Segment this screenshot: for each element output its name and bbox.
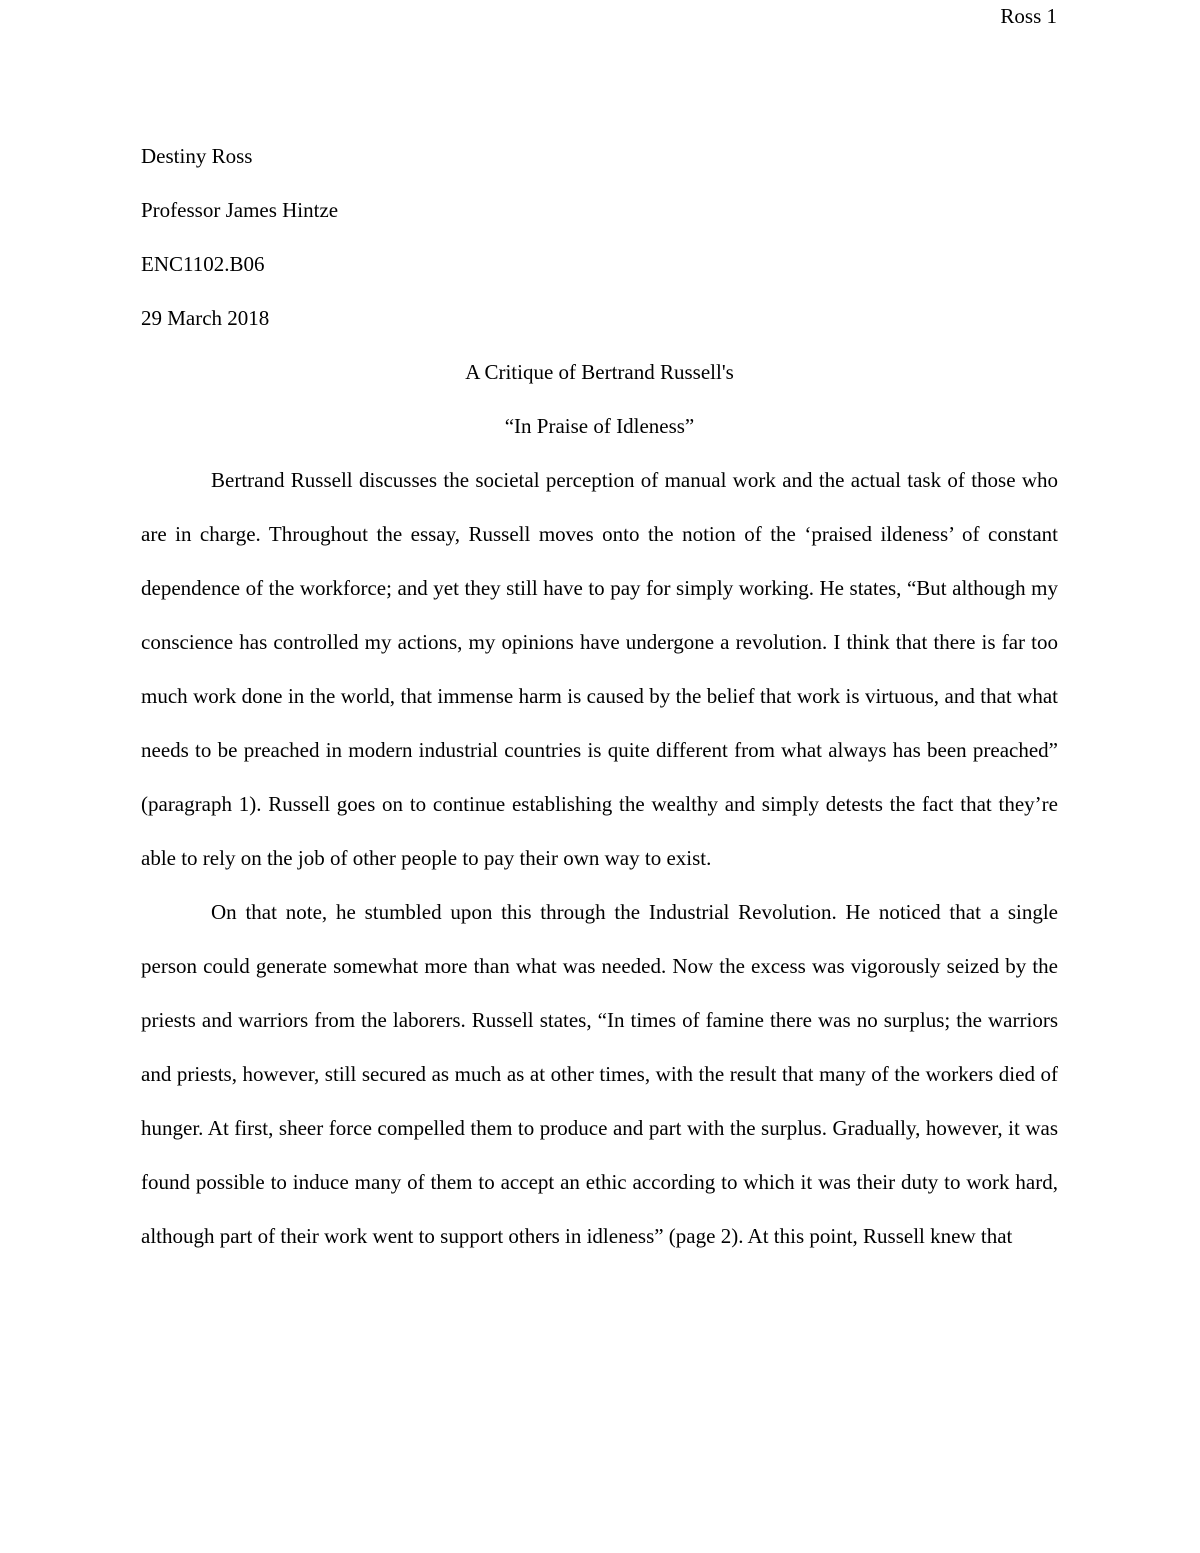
running-head: Ross 1: [1000, 4, 1057, 28]
essay-title-line-1: A Critique of Bertrand Russell's: [465, 360, 734, 384]
professor-name: Professor James Hintze: [141, 198, 339, 222]
essay-date: 29 March 2018: [141, 306, 270, 330]
essay-body: [141, 129, 1058, 1263]
paragraph-2: On that note, he stumbled upon this through the Industrial Revolution. He noticed that a single person could generate somewhat more than what was needed. Now the excess was vigorously seized by the priests and warriors from the laborers. Russell states, “In times of famine there was no surplus; the warriors and priests, however, still secured as much as at other times, with the result that many of the workers died of hunger. At first, sheer force compelled them to produce and part with the surplus. Gradually, however, it was found possible to induce many of them to accept an ethic according to which it was their duty to work hard, although part of their work went to support others in idleness” (page 2). At this point, Russell knew that: [141, 900, 1058, 1248]
essay-title-line-2: “In Praise of Idleness”: [504, 414, 695, 438]
student-name: Destiny Ross: [141, 144, 253, 168]
paragraph-1: Bertrand Russell discusses the societal perception of manual work and the actual task of those who are in charge. Throughout the essay, Russell moves onto the notion of the ‘praised ildeness’ of constant dependence of the workforce; and yet they still have to pay for simply working. He states, “But although my conscience has controlled my actions, my opinions have undergone a revolution. I think that there is far too much work done in the world, that immense harm is caused by the belief that work is virtuous, and that what needs to be preached in modern industrial countries is quite different from what always has been preached” (paragraph 1). Russell goes on to continue establishing the wealthy and simply detests the fact that they’re able to rely on the job of other people to pay their own way to exist.: [141, 468, 1058, 870]
course-code: ENC1102.B06: [141, 252, 265, 276]
